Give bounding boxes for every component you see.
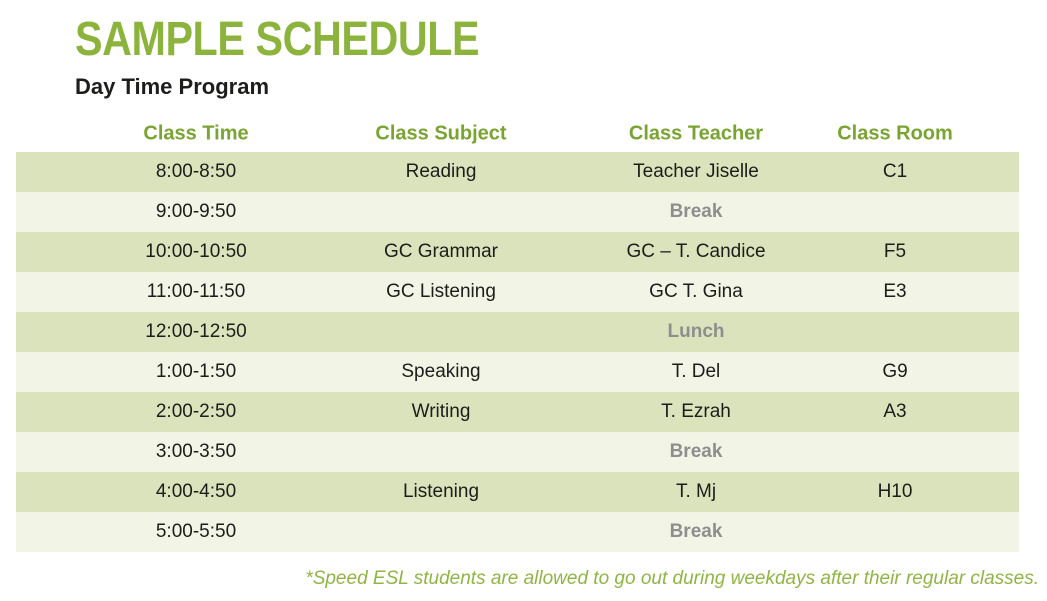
cell-class-teacher: GC – T. Candice [626, 241, 766, 262]
table-row [16, 352, 1019, 392]
cell-class-teacher: Teacher Jiselle [633, 161, 759, 182]
cell-class-subject: Speaking [401, 361, 481, 382]
header-class-teacher: Class Teacher [628, 122, 764, 144]
cell-filler [904, 272, 1019, 312]
schedule-table-body [16, 152, 1019, 552]
cell-class-subject: GC Listening [386, 281, 496, 302]
cell-class-teacher: T. Mj [675, 481, 717, 502]
cell-class-room: C1 [882, 161, 908, 182]
cell-filler [904, 472, 1019, 512]
cell-filler [904, 432, 1019, 472]
cell-class-subject: Reading [405, 161, 477, 182]
page-title: SAMPLE SCHEDULE [75, 13, 480, 66]
cell-filler [904, 312, 1019, 352]
cell-filler [904, 232, 1019, 272]
cell-class-subject: GC Grammar [384, 241, 498, 262]
cell-class-room: A3 [883, 401, 907, 422]
cell-class-time: 11:00-11:50 [146, 281, 246, 302]
cell-class-subject [376, 312, 506, 352]
cell-break-label: Lunch [667, 321, 725, 342]
table-row [16, 512, 1019, 552]
cell-class-time: 10:00-10:50 [145, 241, 247, 262]
schedule-table [16, 115, 1019, 552]
header-class-room: Class Room [837, 122, 953, 144]
table-row [16, 232, 1019, 272]
cell-class-room [886, 512, 904, 552]
header-filler [904, 115, 1019, 152]
program-subtitle: Day Time Program [75, 74, 270, 99]
cell-class-time: 3:00-3:50 [155, 441, 237, 462]
cell-class-time: 8:00-8:50 [155, 161, 237, 182]
cell-filler [904, 392, 1019, 432]
table-row [16, 432, 1019, 472]
footnote: *Speed ESL students are allowed to go out during weekdays after their regular classes. [305, 568, 1039, 589]
header-class-subject: Class Subject [375, 122, 507, 144]
cell-class-time: 12:00-12:50 [145, 321, 247, 342]
cell-class-room [886, 432, 904, 472]
table-row [16, 472, 1019, 512]
cell-class-subject [376, 432, 506, 472]
cell-class-subject: Listening [402, 481, 480, 502]
table-row [16, 152, 1019, 192]
cell-class-room [886, 192, 904, 232]
cell-break-label: Break [669, 521, 723, 542]
cell-filler [904, 152, 1019, 192]
cell-class-room [886, 312, 904, 352]
cell-class-time: 4:00-4:50 [155, 481, 237, 502]
table-row [16, 192, 1019, 232]
cell-filler [904, 512, 1019, 552]
cell-class-room: E3 [883, 281, 907, 302]
cell-class-subject: Writing [411, 401, 471, 422]
header-class-time: Class Time [143, 122, 249, 144]
cell-class-room: G9 [882, 361, 908, 382]
cell-class-time: 9:00-9:50 [155, 201, 237, 222]
cell-class-room: F5 [883, 241, 907, 262]
cell-class-teacher: T. Ezrah [661, 401, 731, 422]
cell-class-room: H10 [877, 481, 913, 502]
cell-class-subject [376, 512, 506, 552]
cell-class-subject [376, 192, 506, 232]
cell-break-label: Break [669, 441, 723, 462]
cell-filler [904, 192, 1019, 232]
table-row [16, 272, 1019, 312]
table-row [16, 312, 1019, 352]
cell-class-teacher: GC T. Gina [649, 281, 743, 302]
cell-class-time: 1:00-1:50 [155, 361, 237, 382]
table-row [16, 392, 1019, 432]
cell-filler [904, 352, 1019, 392]
cell-class-teacher: T. Del [671, 361, 721, 382]
cell-class-time: 5:00-5:50 [155, 521, 237, 542]
table-header-row [16, 115, 1019, 152]
cell-class-time: 2:00-2:50 [155, 401, 237, 422]
cell-break-label: Break [669, 201, 723, 222]
